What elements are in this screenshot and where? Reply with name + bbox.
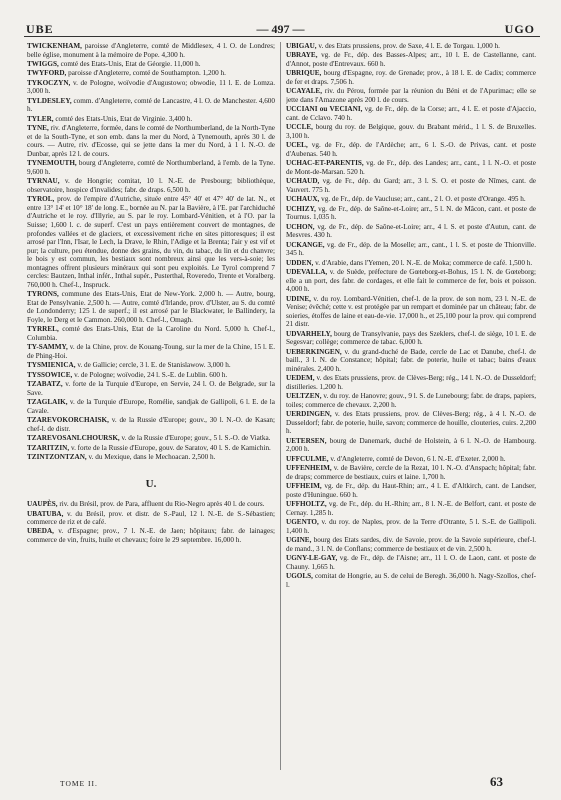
dictionary-entry: [286, 518, 536, 535]
entry-text: v. des Etats prussiens, prov. de Clèves-Berg; rég., 14 l. N.-O. de Dusseldorf; distilleries. 1,200 h.: [286, 374, 536, 391]
footer-page-number: 63: [490, 774, 503, 789]
entry-headword: UAUPÈS,: [27, 500, 58, 509]
dictionary-entry: [27, 159, 275, 176]
entry-headword: TWICKENHAM,: [27, 42, 82, 50]
entry-headword: TZABATZ,: [27, 380, 63, 389]
dictionary-entry: [27, 177, 275, 194]
entry-text: v. de Gallicie; cercle, 3 l. E. de Stanislawow. 3,000 h.: [75, 361, 231, 370]
entry-headword: UCCLE,: [286, 123, 313, 132]
entry-headword: TYKOCZYN,: [27, 78, 71, 87]
entry-text: vg. de Fr., dép. du Haut-Rhin; arr., 4 l. E. d'Altkirch, cant. de Landser, poste d'Huningue. 660 h.: [286, 482, 536, 499]
entry-headword: UFFHOLTZ,: [286, 500, 327, 509]
dictionary-entry: [286, 42, 536, 51]
footer-tome: TOME II.: [60, 779, 98, 788]
entry-headword: UCHAC-ET-PARENTIS,: [286, 159, 364, 168]
entry-text: v. du roy. de Naples, prov. de la Terre d'Otrante, 5 l. S.-E. de Gallipoli. 1,400 h.: [286, 518, 536, 535]
dictionary-entry: [286, 500, 536, 517]
entry-text: v. d'Espagne; prov., 7 l. N.-E. de Jaen; hôpitaux; fabr. de lainages; commerce de vin, fruits, huile et chevaux; foire le 29 septembre. 16,000 h.: [27, 527, 275, 545]
entry-text: vg. de Fr., dép. de la Moselle; arr., cant., 1 l. S. et poste de Thionville. 345 h.: [286, 240, 536, 258]
dictionary-entry: [286, 51, 536, 68]
dictionary-entry: [27, 343, 275, 360]
dictionary-entry: [286, 195, 536, 204]
dictionary-entry: [286, 437, 536, 454]
entry-headword: UGOLS,: [286, 572, 313, 581]
dictionary-entry: [286, 105, 536, 122]
entry-headword: UFFHEIM,: [286, 482, 322, 491]
entry-headword: UBEDA,: [27, 527, 54, 536]
entry-text: v. de Bavière, cercle de la Rezat, 10 l. N.-O. d'Anspach; hôpital; fabr. de draps; commerce de bestiaux, cuirs et laine. 1,700 h.: [286, 464, 536, 481]
dictionary-entry: [286, 554, 536, 571]
entry-headword: UGNY-LE-GAY,: [286, 554, 338, 563]
page-number-header: — 497 —: [256, 22, 305, 36]
entry-text: vg. de Fr., dép. de Saône-et-Loire; arr., 4 l. S. et poste d'Autun, cant. de Mesvres. 430 h.: [286, 222, 536, 240]
entry-headword: UBRIQUE,: [286, 69, 322, 78]
running-head-left: UBE: [26, 22, 54, 36]
entry-text: vg. de Fr., dép. du Gard; arr., 3 l. S. O. et poste de Nîmes, cant. de Vauvert. 775 h.: [286, 177, 536, 194]
entry-headword: UDVARHELY,: [286, 329, 332, 338]
entry-headword: TZAREVOSANLCHOURSK,: [27, 434, 120, 443]
entry-headword: UETERSEN,: [286, 436, 327, 445]
entry-headword: TYSSOWICE,: [27, 370, 73, 379]
entry-headword: UCHAUX,: [286, 195, 320, 204]
dictionary-entry: [286, 177, 536, 194]
entry-text: bourg d'Angleterre, comté de Northumberland, à l'emb. de la Tyne. 9,600 h.: [27, 159, 275, 176]
column-separator: [280, 42, 281, 770]
entry-text: vg. de Fr., dép. de la Corse; arr., 4 l. E. et poste d'Ajaccio, cant. de Cclavo. 740 h.: [286, 105, 536, 122]
entry-text: vg. de Fr., dép. de l'Ardèche; arr., 6 l. S.-O. de Privas, cant. et poste d'Aubenas. 540 h.: [286, 141, 536, 158]
dictionary-entry: [286, 410, 536, 436]
entry-text: commune des Etats-Unis, Etat de New-York. 2,000 h. — Autre, bourg, Etat de Pensylvanie. 2,500 h. — Autre, comté d'Irlande, prov. d'Ulster, au S. du comté de Londonderry; 125 l. de superf.; il est arrosé par le Blackwater, le Ballindery, la Foyle, le Derg et le Cammon. 260,000 h. Chef-l., Omagh.: [27, 290, 275, 324]
entry-text: vg. de Fr., dép. de l'Aisne; arr., 11 l. O. de Laon, cant. et poste de Chauny. 1,665 h.: [286, 554, 536, 571]
entry-text: paroisse d'Angleterre, comté de Middlesex, 4 l. O. de Londres; belle église, monument à la mémoire de Pope. 4,300 h.: [27, 42, 275, 59]
entry-text: v. de la Russie d'Europe; gouv., 30 l. N.-O. de Kasan; chef-l. de distr.: [27, 416, 275, 433]
entry-text: v. de la Chine, prov. de Kouang-Toung, sur la mer de la Chine, 15 l. E. de Phing-Hoi.: [27, 343, 275, 360]
dictionary-entry: [286, 268, 536, 294]
entry-text: paroisse d'Angleterre, comté de Southampton. 1,200 h.: [66, 69, 226, 78]
entry-headword: UBRAYE,: [286, 51, 318, 60]
entry-text: v. d'Angleterre, comté de Devon, 6 l. N.-E. d'Exeter. 2,000 h.: [328, 454, 506, 463]
dictionary-entry: [286, 223, 536, 240]
right-entry-list: [286, 42, 536, 589]
entry-headword: TYNEMOUTH,: [27, 159, 77, 168]
dictionary-entry: [27, 290, 275, 324]
entry-text: v. de Pologne; woïvodie, 24 l. S.-E. de Lublin. 600 h.: [72, 370, 228, 379]
dictionary-entry: [286, 374, 536, 391]
entry-text: v. du Brésil, prov. et distr. de S.-Paul, 12 l. N.-E. de S.-Sébastien; commerce de riz et de café.: [27, 509, 275, 527]
entry-headword: UDINE,: [286, 294, 311, 303]
left-entry-list: [27, 42, 275, 462]
dictionary-entry: [286, 87, 536, 104]
dictionary-entry: [27, 97, 275, 114]
dictionary-entry: [286, 205, 536, 222]
entry-headword: TZAREVOKORCHAISK,: [27, 416, 109, 425]
dictionary-entry: [27, 416, 275, 433]
entry-text: riv. du Brésil, prov. de Para, affluent du Rio-Negro après 40 l. de cours.: [57, 500, 265, 509]
dictionary-entry: [286, 464, 536, 481]
dictionary-entry: [286, 572, 536, 589]
entry-headword: UCHAUD,: [286, 177, 320, 186]
entry-text: bourg de Danemark, duché de Holstein, à 6 l. N.-O. de Hambourg. 2,000 h.: [286, 436, 536, 454]
entry-text: prov. de l'empire d'Autriche, située entre 45° 40' et 47° 40' de lat. N., et entre 13° 14' et 10° 18' de long. E., bornée au N. par la Bavière, à l'E. par l'archiduché d'Autriche et le roy. d'Illyrie, au S. par le roy. Lombard-Vénitien, et à l'O. par la Suisse; 1,600 l. c. de superf. C'est un pays entièrement couvert de montagnes, de profondes vallées et de glaciers, et excessivement riche en sites pittoresques; il est arrosé par l'Inn, l'Isar, le Lech, la Drave, le Rhin, l'Adige et la Brenta; l'air y est vif et pur; la culture, peu étendue, donne des grains, du vin, du tabac, du lin et du chanvre; le bois y est commun, les bestiaux sont nombreux ainsi que les vers-à-soie; les montagnes offrent plusieurs minéraux qui sont peu exploités. Le Tyrol comprend 7 cercles: Bautzen, Inthal infér., Inthal supér., Pusterthal, Roveredo, Trente et Voralberg. 760,000 h. Chef-l., Inspruck.: [27, 195, 275, 289]
dictionary-entry: [27, 444, 275, 453]
left-entry-list-u: [27, 500, 275, 545]
entry-headword: TYRNAU,: [27, 177, 60, 186]
entry-headword: UBIGAU,: [286, 42, 317, 50]
entry-text: comté des Etats-Unis, Etat de Géorgie. 11,000 h.: [58, 59, 201, 68]
header-rule: [24, 36, 540, 37]
entry-text: v. du Mexique, dans le Mechoacan. 2,500 h.: [86, 452, 216, 461]
entry-headword: UCAYALE,: [286, 87, 323, 96]
dictionary-entry: [27, 195, 275, 289]
dictionary-entry: [27, 398, 275, 415]
dictionary-entry: [286, 123, 536, 140]
entry-text: bourg de Transylvanie, pays des Szeklers, chef-l. de siège, 10 l. E. de Segesvar; collège; commerce de tabac. 6,000 h.: [286, 329, 536, 347]
entry-headword: TYNE,: [27, 124, 49, 133]
dictionary-entry: [286, 330, 536, 347]
entry-headword: UCHON,: [286, 222, 315, 231]
dictionary-entry: [286, 348, 536, 374]
entry-text: v. de la Russie d'Europe; gouv., 5 l. S.-O. de Viatka.: [119, 434, 271, 443]
entry-headword: TYRREL,: [27, 325, 59, 334]
dictionary-entry: [286, 241, 536, 258]
dictionary-entry: [27, 371, 275, 380]
running-head-right: UGO: [504, 22, 535, 36]
entry-headword: UCHIZY,: [286, 204, 316, 213]
dictionary-entry: [27, 115, 275, 124]
entry-text: bourg du roy. de Belgique, gouv. du Brabant mérid., 1 l. S. de Bruxelles. 3,100 h.: [286, 123, 536, 140]
entry-headword: UGENTO,: [286, 518, 319, 527]
entry-text: v. du grand-duché de Bade, cercle de Lac et Danube, chef-l. de baill., 3 l. N. de Constance; hôpital; fabr. de poterie, huile et tabac; bains d'eaux minérales. 2,400 h.: [286, 347, 536, 373]
dictionary-entry: [27, 79, 275, 96]
dictionary-entry: [27, 69, 275, 78]
entry-headword: TYLDESLEY,: [27, 96, 72, 105]
entry-headword: UCEL,: [286, 141, 308, 150]
section-letter: U.: [145, 477, 157, 490]
entry-text: bourg des Etats sardes, div. de Savoie, prov. de la Savoie supérieure, chef-l. de mand., 3 l. N. de Conflans; commerce de bestiaux et de vin. 2,500 h.: [286, 536, 536, 553]
dictionary-entry: [27, 361, 275, 370]
dictionary-entry: [286, 392, 536, 409]
entry-text: vg. de Fr., dép. de Saône-et-Loire; arr., 5 l. N. de Mâcon, cant. et poste de Tournus. 1,035 h.: [286, 204, 536, 222]
entry-text: v. du roy. Lombard-Vénitien, chef-l. de la prov. de son nom, 23 l. N.-E. de Venise; évêché; cette v. est protégée par un rempart et dominée par un château; fabr. de soieries, étoffes de laine et eau-de-vie. 17,000 h., et 25,100 pour la prov. qui comprend 21 distr.: [286, 294, 536, 329]
dictionary-entry: [27, 510, 275, 527]
entry-text: v. de Suède, préfecture de Gœteborg-et-Bohus, 15 l. N. de Gœteborg; elle a un port, des fabr. de cordages, et elle fait le commerce de fer, bois et poisson. 4,000 h.: [286, 268, 536, 294]
entry-headword: TYROL,: [27, 195, 55, 204]
entry-text: vg. de Fr., dép. du H.-Rhin; arr., 8 l. N.-E. de Belfort, cant. et poste de Cernay. 1,285 h.: [286, 500, 536, 517]
dictionary-entry: [286, 69, 536, 86]
entry-headword: TWYFORD,: [27, 69, 67, 78]
entry-text: vg. de Fr., dép. des Basses-Alpes; arr., 10 l. E. de Castellanne, cant. d'Annot, poste d'Entrevaux. 660 h.: [286, 51, 536, 68]
entry-headword: TZINTZONTZAN,: [27, 452, 87, 461]
dictionary-entry: [27, 60, 275, 69]
entry-text: v. forte de la Turquie d'Europe, en Servie, 24 l. O. de Belgrade, sur la Save.: [27, 380, 275, 397]
entry-headword: UDDEN,: [286, 258, 314, 267]
entry-text: vg. de Fr., dép. de Vaucluse; arr., cant., 2 l. O. et poste d'Orange. 495 h.: [319, 195, 526, 204]
entry-headword: UEBERKINGEN,: [286, 347, 342, 356]
entry-text: comté des Etats-Unis, Etat de Virginie. 3,400 h.: [53, 114, 193, 123]
entry-headword: UEDEM,: [286, 374, 315, 383]
right-column: [286, 42, 536, 770]
entry-text: vg. de Fr., dép. des Landes; arr., cant., 1 l. N.-O. et poste de Mont-de-Marsan. 520 h.: [286, 159, 536, 176]
entry-headword: UELTZEN,: [286, 392, 322, 401]
entry-headword: TWIGGS,: [27, 59, 59, 68]
entry-headword: UGINE,: [286, 536, 312, 545]
dictionary-entry: [27, 325, 275, 342]
dictionary-entry: [27, 124, 275, 158]
entry-text: v. d'Arabie, dans l'Yemen, 20 l. N.-E. de Moka; commerce de café. 1,500 h.: [313, 258, 533, 267]
dictionary-entry: [27, 453, 275, 462]
left-column: [27, 42, 275, 770]
entry-text: v. de Pologne, woïvodie d'Augustowo; obwodie, 11 l. E. de Lomza. 3,000 h.: [27, 78, 275, 96]
entry-text: riv. du Pérou, formée par la réunion du Béni et de l'Apurimac; elle se jette dans l'Amazone après 200 l. de cours.: [286, 87, 536, 104]
entry-text: v. forte de la Russie d'Europe, gouv. de Saratov, 40 l. S. de Kamichin.: [69, 443, 271, 452]
dictionary-entry: [286, 159, 536, 176]
dictionary-entry: [286, 259, 536, 268]
entry-headword: UERDINGEN,: [286, 410, 332, 419]
entry-headword: TZAGLAIK,: [27, 398, 68, 407]
entry-text: v. des Etats prussiens, prov. de Clèves-Berg; rég., à 4 l. N.-O. de Dusseldorf; fabr. de poterie, huile, savon; commerce de houille, clouteries, cuirs. 2,200 h.: [286, 410, 536, 436]
entry-text: v. des Etats prussiens, prov. de Saxe, 4 l. E. de Torgau. 1,000 h.: [316, 42, 500, 50]
entry-text: comitat de Hongrie, au S. de celui de Beregh. 36,000 h. Nagy-Szollos, chef-l.: [286, 572, 536, 589]
entry-headword: TZARITZIN,: [27, 443, 70, 452]
entry-text: comm. d'Angleterre, comté de Lancastre, 4 l. O. de Manchester. 4,600 h.: [27, 96, 275, 114]
dictionary-entry: [286, 536, 536, 553]
dictionary-entry: [286, 141, 536, 158]
entry-text: comté des Etats-Unis, Etat de la Caroline du Nord. 5,000 h. Chef-l., Columbia.: [27, 325, 275, 342]
dictionary-entry: [286, 455, 536, 464]
entry-text: v. du roy. de Hanovre; gouv., 9 l. S. de Lunebourg; fabr. de draps, papiers, toiles; commerce de chevaux. 2,200 h.: [286, 392, 536, 409]
entry-headword: UBATUBA,: [27, 509, 64, 518]
dictionary-entry: [286, 295, 536, 329]
dictionary-entry: [27, 380, 275, 397]
dictionary-entry: [27, 527, 275, 544]
dictionary-entry: [27, 500, 275, 509]
entry-headword: UCKANGE,: [286, 240, 325, 249]
dictionary-entry: [286, 482, 536, 499]
entry-text: bourg d'Espagne, roy. de Grenade; prov., à 18 l. E. de Cadix; commerce de fer et draps. 7,506 h.: [286, 69, 536, 86]
dictionary-entry: [27, 42, 275, 59]
entry-text: v. de Hongrie; comitat, 10 l. N.-E. de Presbourg; bibliothèque, observatoire, hospice d'invalides; fabr. de draps. 6,500 h.: [27, 177, 275, 194]
entry-headword: TYLER,: [27, 114, 54, 123]
entry-text: riv. d'Angleterre, formée, dans le comté de Northumberland, de la North-Tyne et de la South-Tyne, et son emb. dans la mer du Nord, à Tynemouth, après 30 l. de cours. — Autre, riv. d'Ecosse, qui se jette dans la mer du Nord, à 1 l. N.-O. de Dunbar, après 12 l. de cours.: [27, 124, 275, 158]
entry-headword: TYSMIENICA,: [27, 361, 76, 370]
entry-headword: TYRONS,: [27, 290, 59, 299]
entry-headword: UDEVALLA,: [286, 268, 328, 277]
entry-headword: UFFCULME,: [286, 454, 329, 463]
dictionary-entry: [27, 434, 275, 443]
entry-headword: UCCIANI ou VECIANI,: [286, 105, 363, 114]
entry-text: v. de la Turquie d'Europe, Romélie, sandjak de Gallipoli, 6 l. E. de la Cavale.: [27, 398, 275, 415]
entry-headword: UFFENHEIM,: [286, 464, 332, 473]
entry-headword: TY-SAMMY,: [27, 343, 68, 352]
